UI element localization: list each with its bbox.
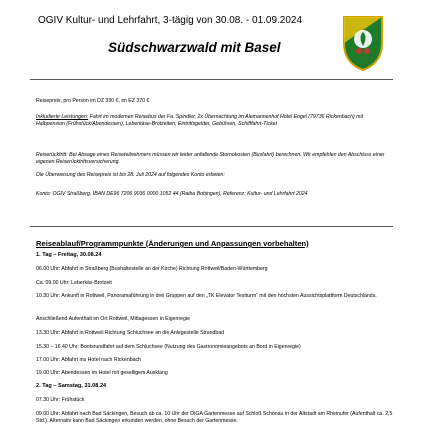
day-heading: 1. Tag – Freitag, 30.08.24 <box>36 252 102 258</box>
transfer-note: Die Überweisung des Reisepreis ist bis 28. Juli 2024 auf folgendes Konto erbeten: <box>36 172 225 178</box>
section-rule <box>30 226 393 227</box>
schedule-item: Anschließend Aufenthalt im Ort Rottweil, Mittagessen in Eigenregie <box>36 316 190 322</box>
schedule-item: Ca. 09.00 Uhr: Leberkäs-Brotzeit <box>36 280 112 286</box>
included-label: Inkludierte Leistungen: <box>36 114 89 120</box>
included-text: Fahrt im modernen Reisebus der Fa. Spindler, 2x Übernachtung im Alemannenhof Hotel Engel (79736 Rickenbach) mit Halbpension (Frühstück/Abendessen), Leberkäse-Brotzeiten, Eintrittsgelder, Gebühren, Schifffahrt-Ticket <box>36 114 364 127</box>
header-rule <box>30 79 393 80</box>
included-services <box>36 114 392 128</box>
schedule-item: 07.30 Uhr: Frühstück <box>36 397 85 403</box>
bank-account: Konto: OGIV Straßberg, IBAN DE96 7206 9036 0000 1052 44 (Raiba Bobingen), Referenz: Kultur- und Lehrfahrt 2024 <box>36 191 308 197</box>
day-heading: 2. Tag – Samstag, 31.08.24 <box>36 383 107 389</box>
header-title: OGIV Kultur- und Lehrfahrt, 3-tägig von 30.08. - 01.09.2024 <box>38 15 303 26</box>
price-line: Reisepreis, pro Person im DZ 330 €, im EZ 370 € <box>36 98 150 104</box>
schedule-item: 06.00 Uhr: Abfahrt in Straßberg (Bushaltestelle an der Kirche) Richtung Rottweil/Baden-Württemberg <box>36 266 268 272</box>
cancellation-note: Reiserücktritt: Bei Absage eines Reiseteilnehmers müssen wir leider anfallende Stornokosten (Busfahrt) berechnen. Wir empfehlen den Abschluss einer eigenen Reiserücktrittsversicherung. <box>36 152 385 165</box>
schedule-item: 17.00 Uhr: Abfahrt ins Hotel nach Rickenbach <box>36 357 141 363</box>
schedule-title: Reiseablauf/Programmpunkte (Änderungen und Anpassungen vorbehalten) <box>36 239 309 248</box>
schedule-item: 09.00 Uhr: Abfahrt nach Bad Säckingen, Besuch ab ca. 10 Uhr der DIGA Gartenmesse auf Schloß Schönau in der Altstadt am Rheinufer (Aufenthalt ca. 2,5 Std.). Alternativ kann Bad Säckingen erkunden werden, ohne Besuch der Gartenmesse. <box>36 411 393 424</box>
schedule-item: 19.00 Uhr: Abendessen im Hotel mit geselligem Ausklang <box>36 370 168 376</box>
schedule-item: 15.30 – 16.40 Uhr: Bootsrundfahrt auf dem Schluchsee (Nutzung des Gastronomieangebots an Bord in Eigenregie) <box>36 344 301 350</box>
schedule-item: 13.30 Uhr: Abfahrt in Rottweil Richtung Schluchsee an die Anlegestelle Strandbad <box>36 330 225 336</box>
club-emblem <box>338 13 388 73</box>
schedule-item: 10.30 Uhr: Ankunft in Rottweil, Panoramaführung in drei Gruppen auf den „TK Elevator Testturm“ mit den höchsten Aussichtsplattform Deutschlands. <box>36 293 377 299</box>
document-title: Südschwarzwald mit Basel <box>108 40 281 55</box>
